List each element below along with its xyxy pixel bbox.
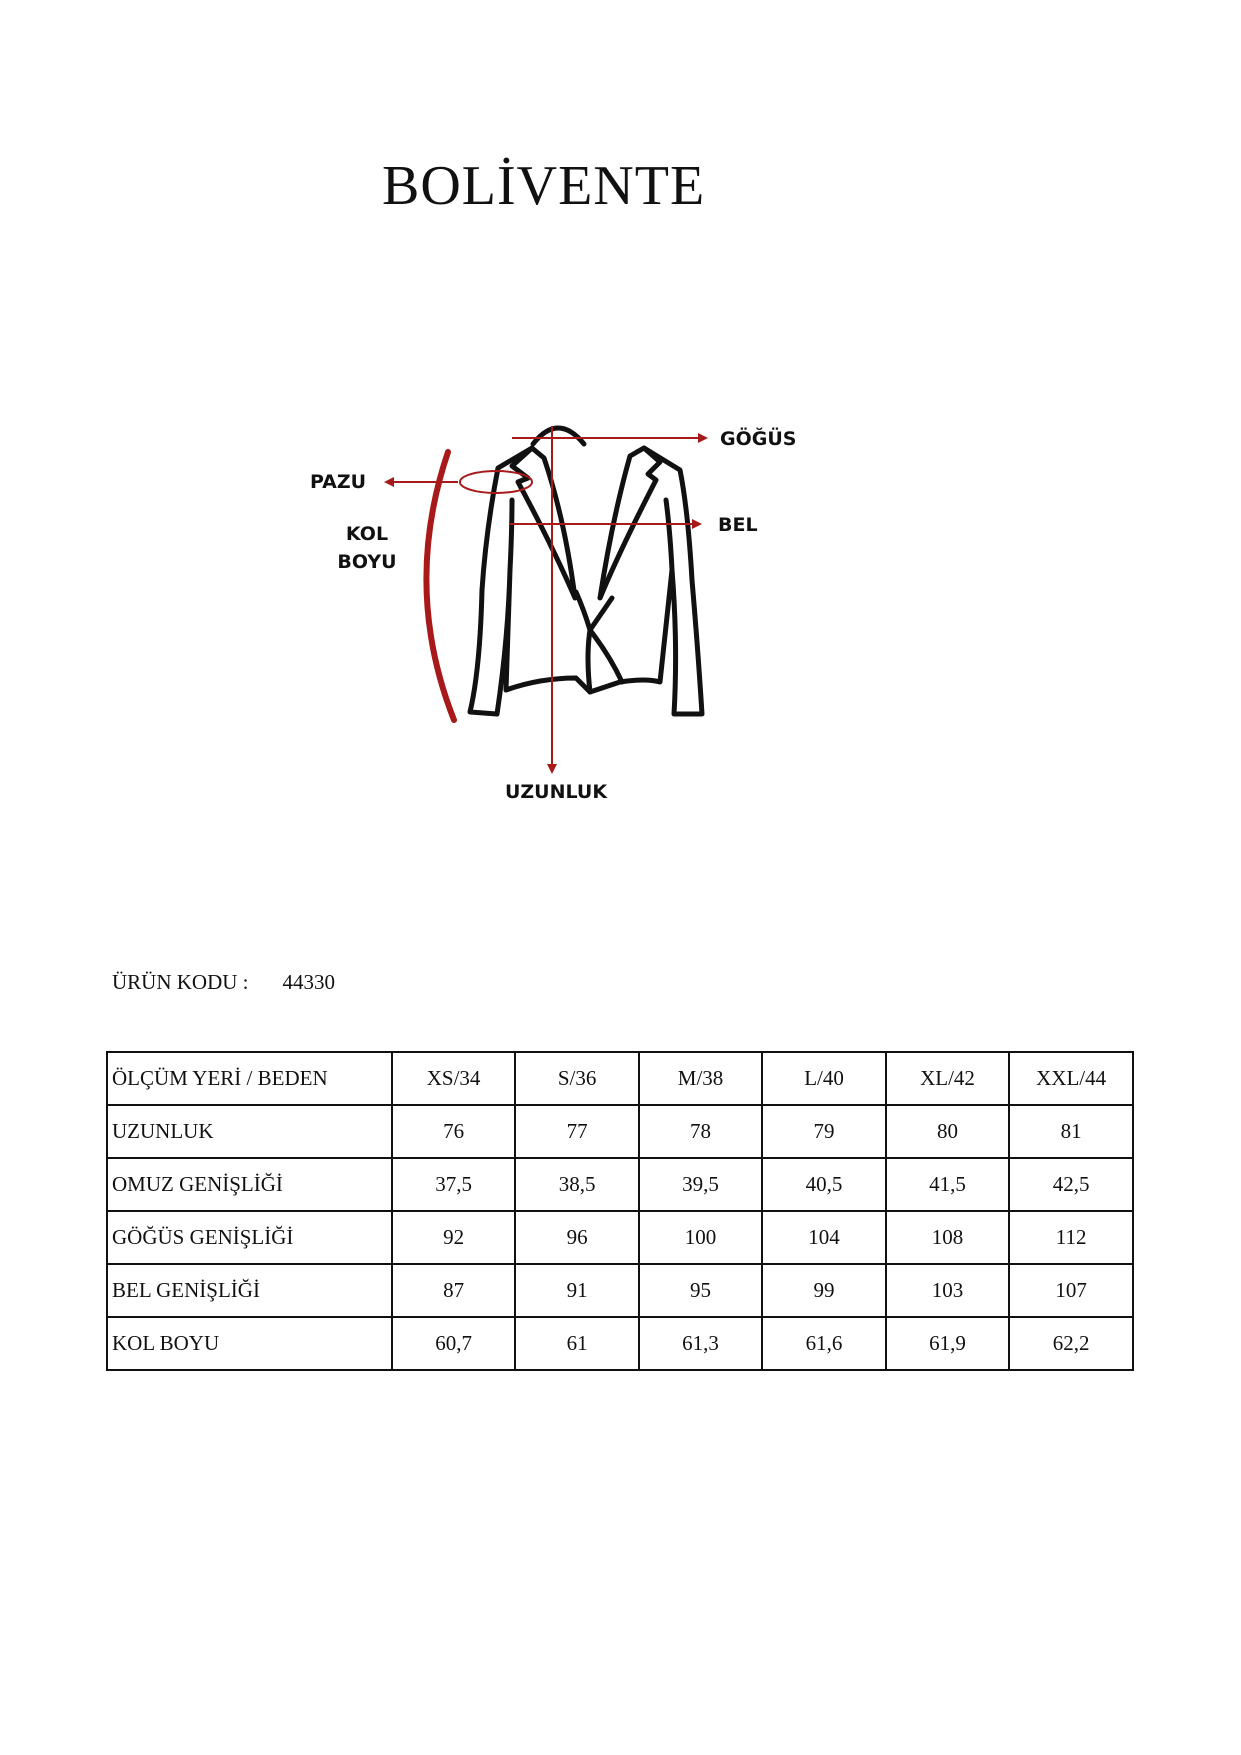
- table-cell: 107: [1009, 1264, 1133, 1317]
- product-code: [112, 970, 335, 995]
- table-cell: 108: [886, 1211, 1010, 1264]
- table-cell: 38,5: [515, 1158, 638, 1211]
- row-label: KOL BOYU: [107, 1317, 392, 1370]
- row-label: UZUNLUK: [107, 1105, 392, 1158]
- table-cell: 40,5: [762, 1158, 885, 1211]
- table-row: [107, 1211, 1133, 1264]
- size-header-row: [107, 1052, 1133, 1105]
- table-cell: 92: [392, 1211, 516, 1264]
- table-cell: 60,7: [392, 1317, 516, 1370]
- size-chart-table: [106, 1051, 1134, 1371]
- product-code-value: 44330: [282, 970, 335, 994]
- table-cell: 42,5: [1009, 1158, 1133, 1211]
- table-cell: 62,2: [1009, 1317, 1133, 1370]
- table-cell: 39,5: [639, 1158, 762, 1211]
- table-cell: 61: [515, 1317, 638, 1370]
- table-row: [107, 1264, 1133, 1317]
- table-cell: 37,5: [392, 1158, 516, 1211]
- label-gogus: GÖĞÜS: [720, 428, 797, 450]
- size-header: M/38: [639, 1052, 762, 1105]
- jacket-measurement-diagram: [300, 420, 860, 810]
- table-cell: 61,9: [886, 1317, 1010, 1370]
- table-cell: 112: [1009, 1211, 1133, 1264]
- sleeve-length-arc: [426, 452, 454, 720]
- table-cell: 78: [639, 1105, 762, 1158]
- row-label: OMUZ GENİŞLİĞİ: [107, 1158, 392, 1211]
- table-cell: 96: [515, 1211, 638, 1264]
- label-pazu: PAZU: [310, 471, 367, 493]
- label-uzunluk: UZUNLUK: [504, 781, 608, 803]
- size-header: L/40: [762, 1052, 885, 1105]
- table-cell: 104: [762, 1211, 885, 1264]
- table-cell: 77: [515, 1105, 638, 1158]
- brand-logo: BOLİVENTE: [382, 155, 706, 217]
- table-row: [107, 1317, 1133, 1370]
- table-cell: 103: [886, 1264, 1010, 1317]
- header-label: ÖLÇÜM YERİ / BEDEN: [107, 1052, 392, 1105]
- size-header: XL/42: [886, 1052, 1010, 1105]
- table-row: [107, 1158, 1133, 1211]
- row-label: BEL GENİŞLİĞİ: [107, 1264, 392, 1317]
- product-code-label: ÜRÜN KODU :: [112, 970, 249, 994]
- size-header: XXL/44: [1009, 1052, 1133, 1105]
- table-cell: 80: [886, 1105, 1010, 1158]
- table-cell: 79: [762, 1105, 885, 1158]
- table-cell: 61,6: [762, 1317, 885, 1370]
- table-cell: 100: [639, 1211, 762, 1264]
- table-cell: 61,3: [639, 1317, 762, 1370]
- label-boyu: BOYU: [337, 551, 397, 573]
- label-kol: KOL: [345, 523, 389, 545]
- size-header: S/36: [515, 1052, 638, 1105]
- table-cell: 95: [639, 1264, 762, 1317]
- row-label: GÖĞÜS GENİŞLİĞİ: [107, 1211, 392, 1264]
- table-cell: 41,5: [886, 1158, 1010, 1211]
- size-header: XS/34: [392, 1052, 516, 1105]
- table-cell: 81: [1009, 1105, 1133, 1158]
- table-cell: 87: [392, 1264, 516, 1317]
- label-bel: BEL: [718, 514, 758, 536]
- table-cell: 91: [515, 1264, 638, 1317]
- table-cell: 99: [762, 1264, 885, 1317]
- table-row: [107, 1105, 1133, 1158]
- measurement-lines: [386, 426, 706, 772]
- table-cell: 76: [392, 1105, 516, 1158]
